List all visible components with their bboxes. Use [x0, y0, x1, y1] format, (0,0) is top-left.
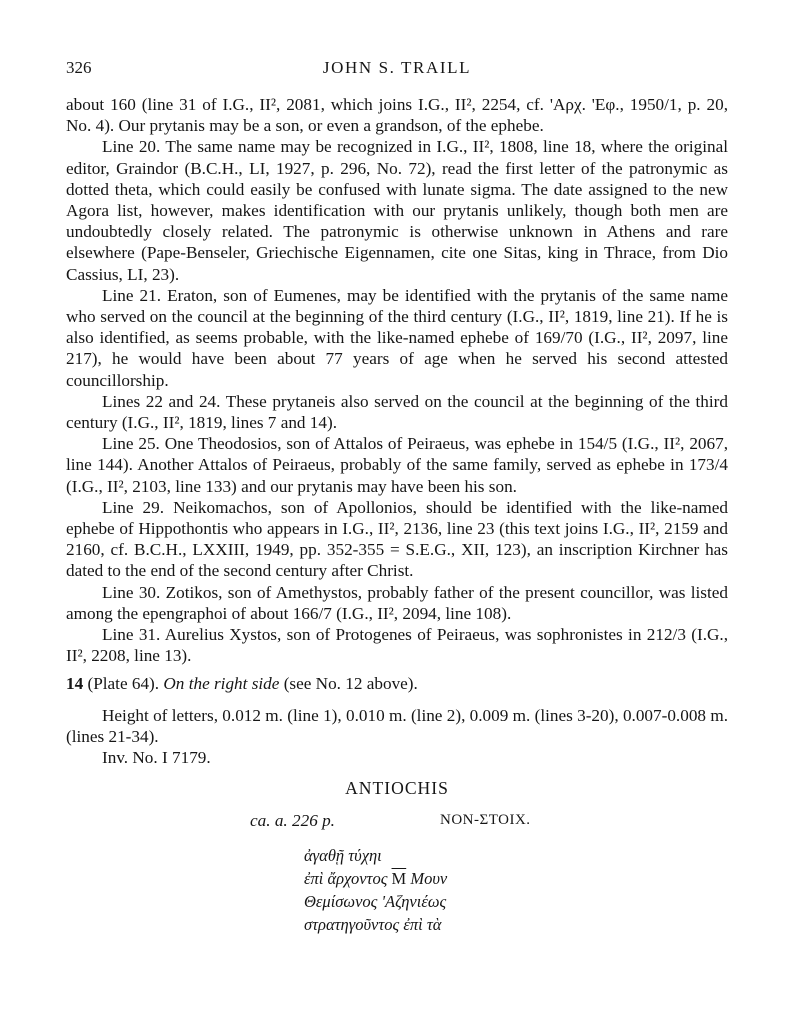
letter-heights: Height of letters, 0.012 m. (line 1), 0.010 m. (line 2), 0.009 m. (lines 3-20), 0.007-0.008 m. (lines 21-34).	[66, 705, 728, 746]
inscription-line: ἀγαθῇ τύχηι	[304, 845, 382, 865]
numeral-mark: $\overline{M}$	[391, 868, 407, 888]
commentary-paragraph: Line 31. Aurelius Xystos, son of Protogenes of Peiraeus, was sophronistes in 212/3 (I.G., II², 2208, line 13).	[66, 625, 728, 666]
entry-heading	[66, 673, 728, 694]
commentary-paragraph: Line 20. The same name may be recognized in I.G., II², 1808, line 18, where the original editor, Graindor (B.C.H., LI, 1927, p. 296, No. 72), read the first letter of the patronymic as dotted theta, which could easily be confused with lunate sigma. The date assigned to the new Agora list, however, makes identification with our prytanis unlikely, though both men are undoubtedly closely related. The patronymic is otherwise unknown in Athens and rare elsewhere (Pape-Benseler, Griechische Eigennamen, cite one Sitas, king in Thrace, from Dio Cassius, LI, 23).	[66, 137, 728, 284]
inscription-line: Θεμίσωνος 'Αζηνιέως	[304, 891, 447, 911]
entry-reference: (see No. 12 above).	[283, 674, 418, 694]
entry-number: 14	[66, 674, 84, 694]
commentary-paragraph: Line 25. One Theodosios, son of Attalos of Peiraeus, was ephebe in 154/5 (I.G., II², 2067, line 144). Another Attalos of Peiraeus, probably of the same family, served as ephebe in 173/4 (I.G., II², 2103, line 133) and our prytanis may have been his son.	[66, 434, 728, 496]
inscription-line: ἐπὶ ἄρχοντος $\overline{M}$ Μουν	[304, 868, 448, 888]
inscription-line: στρατηγοῦντος ἐπὶ τὰ	[304, 914, 442, 934]
inventory-number: Inv. No. I 7179.	[102, 748, 211, 768]
commentary-paragraph: Line 29. Neikomachos, son of Apollonios, should be identified with the like-named ephebe of Hippothontis who appears in I.G., II², 2136, line 23 (this text joins I.G., II², 2159 and 2160, cf. B.C.H., LXXIII, 1949, pp. 352-355 = S.E.G., XII, 123), an inscription Kirchner has dated to the end of the second century after Christ.	[66, 497, 728, 581]
commentary-paragraph: about 160 (line 31 of I.G., II², 2081, which joins I.G., II², 2254, cf. 'Αρχ. 'Εφ., 1950/1, p. 20, No. 4). Our prytanis may be a son, or even a grandson, of the ephebe.	[66, 95, 728, 136]
stoichedon-format: NON-ΣTOIX.	[440, 811, 531, 828]
entry-plate: (Plate 64).	[87, 674, 160, 694]
running-head: JOHN S. TRAILL	[322, 58, 472, 77]
commentary-paragraph: Line 21. Eraton, son of Eumenes, may be identified with the prytanis of the same name who served on the council at the beginning of the third century (I.G., II², 1819, line 21). If he is also identified, as seems probable, with the like-named ephebe of 169/70 (I.G., II², 2097, line 217), he would have been about 77 years of age when he served his second attested councillorship.	[66, 285, 728, 390]
inscription-text	[304, 844, 728, 936]
commentary-paragraph: Lines 22 and 24. These prytaneis also served on the council at the beginning of the third century (I.G., II², 1819, lines 7 and 14).	[66, 391, 728, 433]
tribe-title: ANTIOCHIS	[345, 778, 449, 799]
running-header	[66, 52, 728, 82]
body-text	[66, 94, 728, 936]
dateline	[66, 808, 728, 834]
commentary-paragraph: Line 30. Zotikos, son of Amethystos, probably father of the present councillor, was listed among the epengraphoi of about 166/7 (I.G., II², 2094, line 108).	[66, 582, 728, 623]
inscription-date: ca. a. 226 p.	[250, 810, 335, 830]
entry-location: On the right side	[163, 674, 280, 694]
page-number: 326	[66, 58, 92, 77]
